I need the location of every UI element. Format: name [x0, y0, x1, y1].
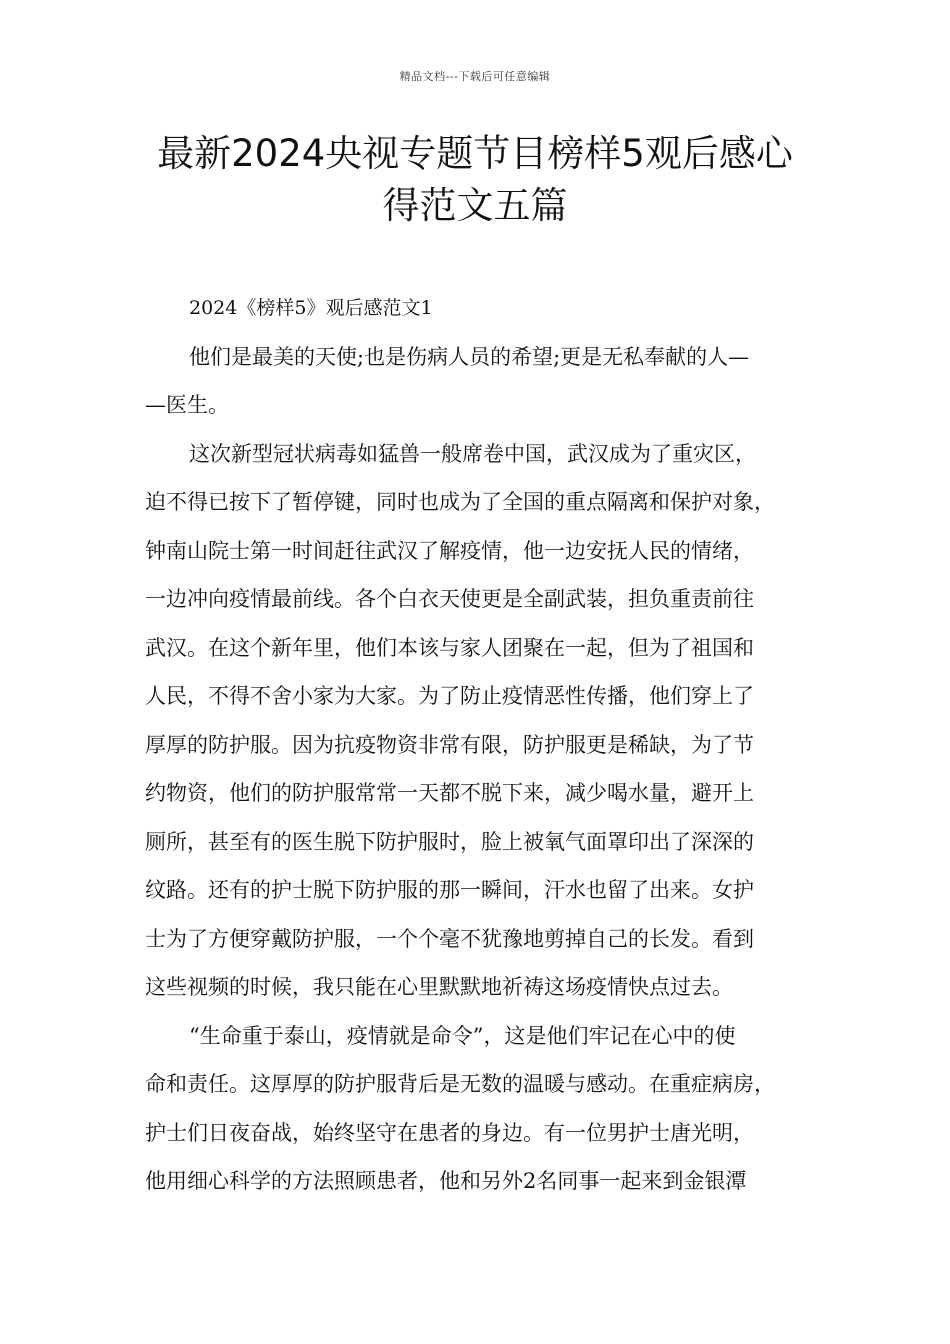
body-line: 厚厚的防护服。因为抗疫物资非常有限，防护服更是稀缺，为了节	[145, 732, 754, 757]
body-line: 钟南山院士第一时间赶往武汉了解疫情，他一边安抚人民的情绪，	[145, 538, 754, 563]
body-line: 这些视频的时候，我只能在心里默默地祈祷这场疫情快点过去。	[145, 975, 733, 999]
body-line: 这次新型冠状病毒如猛兽一般席卷中国，武汉成为了重灾区，	[189, 441, 756, 466]
document-title	[120, 128, 830, 232]
body-line: 命和责任。这厚厚的防护服背后是无数的温暖与感动。在重症病房，	[145, 1072, 775, 1096]
body-line: —医生。	[145, 393, 229, 417]
body-line: 人民，不得不舍小家为大家。为了防止疫情恶性传播，他们穿上了	[145, 684, 754, 708]
body-line: 纹路。还有的护士脱下防护服的那一瞬间，汗水也留了出来。女护	[145, 878, 754, 902]
section-heading: 2024《榜样5》观后感范文1	[189, 297, 433, 319]
title-line-1: 最新2024央视专题节目榜样5观后感心	[157, 132, 793, 175]
document-body	[145, 284, 813, 1206]
body-line: 厕所，甚至有的医生脱下防护服时，脸上被氧气面罩印出了深深的	[145, 829, 754, 854]
body-line: 武汉。在这个新年里，他们本该与家人团聚在一起，但为了祖国和	[145, 635, 754, 660]
body-line: “生命重于泰山，疫情就是命令”，这是他们牢记在心中的使	[189, 1023, 736, 1048]
header-note: 精品文档---下载后可任意编辑	[399, 70, 551, 83]
body-line: 一边冲向疫情最前线。各个白衣天使更是全副武装，担负重责前往	[145, 587, 754, 611]
body-line: 士为了方便穿戴防护服，一个个毫不犹豫地剪掉自己的长发。看到	[145, 926, 754, 951]
body-line: 他用细心科学的方法照顾患者，他和另外2名同事一起来到金银潭	[145, 1169, 747, 1193]
title-line-2: 得范文五篇	[382, 184, 568, 227]
body-line: 迫不得已按下了暂停键，同时也成为了全国的重点隔离和保护对象，	[145, 490, 775, 514]
body-line: 护士们日夜奋战，始终坚守在患者的身边。有一位男护士唐光明，	[145, 1120, 754, 1145]
body-line: 他们是最美的天使;也是伤病人员的希望;更是无私奉献的人—	[189, 344, 750, 369]
body-line: 约物资，他们的防护服常常一天都不脱下来，减少喝水量，避开上	[145, 781, 754, 805]
